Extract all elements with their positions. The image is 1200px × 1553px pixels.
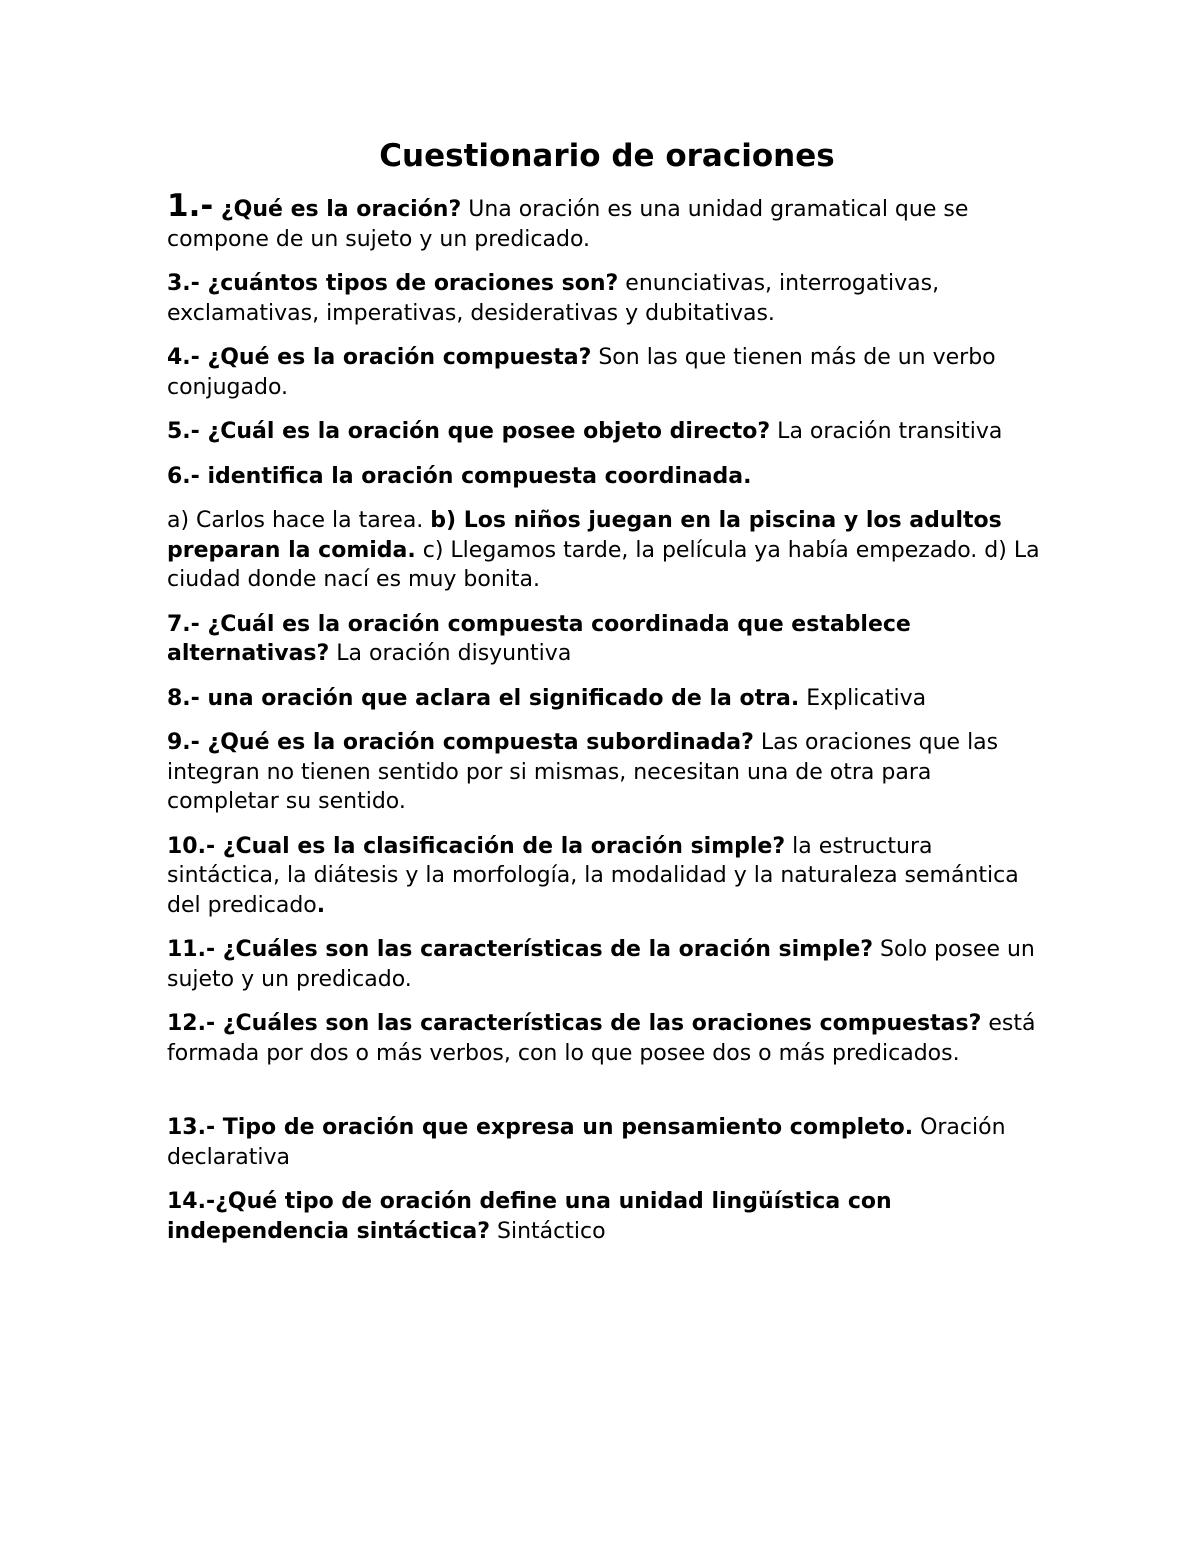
answer-10-end: . <box>316 892 326 918</box>
answer-13: Oración declarativa <box>167 1115 1006 1170</box>
question-11 <box>167 935 1047 994</box>
question-4-text: 4.- ¿Qué es la oración compuesta? <box>167 345 592 370</box>
question-7-text: 7.- ¿Cuál es la oración compuesta coordinada que establece alternativas? <box>167 611 911 666</box>
question-1-text: ¿Qué es la oración? <box>213 197 462 222</box>
option-a: a) Carlos hace la tarea. <box>167 508 431 533</box>
question-6 <box>167 462 1047 492</box>
answer-5: La oración transitiva <box>770 419 1003 444</box>
answer-3: enunciativas, interrogativas, exclamativas, imperativas, desiderativas y dubitativas. <box>167 271 940 326</box>
question-5-text: 5.- ¿Cuál es la oración que posee objeto directo? <box>167 419 771 444</box>
question-10-text: 10.- ¿Cual es la clasificación de la oración simple? <box>167 833 786 859</box>
answer-12: está formada por dos o más verbos, con lo que posee dos o más predicados. <box>167 1011 1036 1066</box>
question-6-options <box>167 506 1047 595</box>
question-13-text: 13.- Tipo de oración que expresa un pensamiento completo. <box>167 1115 914 1140</box>
question-8-text: 8.- una oración que aclara el significado de la otra. <box>167 685 800 711</box>
question-12 <box>167 1009 1047 1068</box>
option-d: d) La ciudad donde nací es muy bonita. <box>167 537 1040 592</box>
question-9-text: 9.- ¿Qué es la oración compuesta subordinada? <box>167 730 754 755</box>
question-9 <box>167 728 1047 817</box>
option-b: b) Los niños juegan en la piscina y los adultos preparan la comida. <box>167 508 1002 563</box>
question-11-text: 11.- ¿Cuáles son las características de la oración simple? <box>167 937 874 962</box>
answer-14: Sintáctico <box>490 1218 606 1244</box>
answer-10: la estructura sintáctica, la diátesis y la morfología, la modalidad y la naturaleza semántica del predicado <box>167 833 1019 918</box>
document-title: Cuestionario de oraciones <box>379 138 835 174</box>
question-6-text: 6.- identifica la oración compuesta coordinada. <box>167 463 752 489</box>
answer-4: Son las que tienen más de un verbo conjugado. <box>167 345 996 400</box>
answer-9: Las oraciones que las integran no tienen sentido por si mismas, necesitan una de otra para completar su sentido. <box>167 730 999 814</box>
answer-1: Una oración es una unidad gramatical que se compone de un sujeto y un predicado. <box>167 197 969 252</box>
answer-7: La oración disyuntiva <box>329 641 572 666</box>
document-page <box>167 132 1047 1261</box>
option-c: c) Llegamos tarde, la película ya había empezado. <box>415 537 985 563</box>
question-5 <box>167 417 1047 447</box>
question-12-text: 12.- ¿Cuáles son las características de las oraciones compuestas? <box>167 1011 982 1036</box>
question-3-text: 3.- ¿cuántos tipos de oraciones son? <box>167 271 619 296</box>
question-14-text: 14.-¿Qué tipo de oración define una unidad lingüística con independencia sintáctica? <box>167 1189 892 1244</box>
question-13 <box>167 1113 1047 1172</box>
question-7 <box>167 610 1047 669</box>
question-1-number: 1.- <box>167 188 214 224</box>
blank-line <box>167 1083 1047 1113</box>
answer-8: Explicativa <box>799 685 927 711</box>
question-3 <box>167 269 1047 328</box>
answer-11: Solo posee un sujeto y un predicado. <box>167 937 1035 992</box>
question-14 <box>167 1187 1047 1246</box>
question-1 <box>167 188 1047 254</box>
question-4 <box>167 343 1047 402</box>
question-8 <box>167 684 1047 714</box>
question-10 <box>167 832 1047 921</box>
